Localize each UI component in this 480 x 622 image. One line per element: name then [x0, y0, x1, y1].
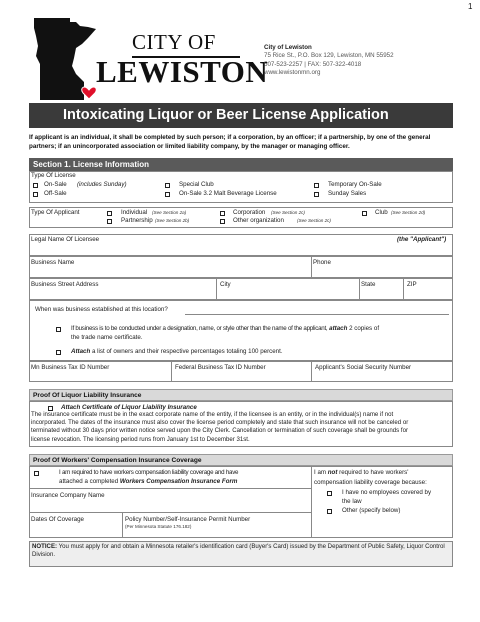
sunday-sales-checkbox[interactable]	[314, 192, 319, 197]
established-question: When was business established at this location?	[35, 306, 168, 313]
business-row	[29, 256, 453, 278]
license-type-label: Type Of License	[31, 172, 76, 179]
other-org-note: (See Section 2c)	[297, 218, 331, 223]
corporation-checkbox[interactable]	[220, 211, 225, 216]
established-answer-line[interactable]	[185, 314, 449, 315]
other-org-label: Other organization	[233, 217, 284, 224]
onsale32-label: On-Sale 3.2 Malt Beverage License	[179, 190, 277, 197]
workers-comp-block	[29, 466, 453, 538]
page-number: 1	[468, 2, 473, 11]
no-employees-line-2: the law	[342, 498, 362, 505]
contact-address: 75 Rice St., P.O. Box 129, Lewiston, MN 55952	[264, 52, 394, 60]
workers-required-checkbox[interactable]	[34, 471, 39, 476]
dates-of-coverage-label: Dates Of Coverage	[31, 516, 84, 523]
designation-line-1: If business is to be conducted under a designation, name, or style other than the name of the applicant, attach 2 copies of	[71, 325, 380, 332]
applicant-type-label: Type Of Applicant	[31, 209, 80, 216]
partnership-note: (See Section 2b)	[155, 218, 190, 223]
trade-name-checkbox[interactable]	[56, 327, 61, 332]
logo-city-name: LEWISTON	[96, 54, 269, 89]
onsale-note: (includes Sunday)	[77, 181, 127, 188]
policy-number-label: Policy Number/Self-Insurance Permit Number	[125, 516, 251, 523]
partnership-label: Partnership	[121, 217, 153, 224]
other-reason-checkbox[interactable]	[327, 509, 332, 514]
phone-label: Phone	[313, 259, 331, 266]
special-club-label: Special Club	[179, 181, 214, 188]
onsale-label: On-Sale	[44, 181, 67, 188]
no-employees-line-1: I have no employees covered by	[342, 489, 432, 496]
workers-required-line-2: attached a completed Workers Compensation Insurance Form	[59, 478, 238, 485]
individual-checkbox[interactable]	[107, 211, 112, 216]
contact-block	[264, 44, 394, 78]
buyers-card-notice-text: NOTICE: You must apply for and obtain a Minnesota retailer's identification card (Buyer's Card) issued by the Department of Public Safety, Liquor Control Division.	[32, 543, 445, 559]
workers-required-line-1: I am required to have workers compensation liability coverage and have	[59, 469, 239, 476]
other-reason-label: Other (specify below)	[342, 507, 401, 514]
liability-body: The insurance certificate must be in the exact corporate name of the entity, if the licensee is an entity, or in the individual(s) name if not incorporated. The dates of the insurance must also cover the license period completely and state that such insurance will not be canceled or terminated without 30 days prior written notice served upon the City Clerk. Cancellation or termination of such coverage shall be grounds for license revocation. The licensing period runs from January 1st to December 31st.	[31, 411, 409, 443]
fed-tax-id-label: Federal Business Tax ID Number	[175, 364, 266, 371]
page-title: Intoxicating Liquor or Beer License Application	[29, 103, 453, 128]
contact-name: City of Lewiston	[264, 44, 312, 51]
individual-note: (See Section 2a)	[152, 210, 187, 215]
section-1-header: Section 1. License Information	[29, 158, 453, 171]
owners-list-checkbox[interactable]	[56, 350, 61, 355]
club-checkbox[interactable]	[362, 211, 367, 216]
mn-tax-id-label: Mn Business Tax ID Number	[31, 364, 110, 371]
individual-label: Individual	[121, 209, 148, 216]
applicant-tag: (the "Applicant")	[397, 236, 447, 243]
contact-website[interactable]: www.lewistonmn.org	[264, 69, 321, 77]
insurance-company-label: Insurance Company Name	[31, 492, 105, 499]
legal-name-label: Legal Name Of Licensee	[31, 236, 100, 243]
ssn-label: Applicant's Social Security Number	[315, 364, 412, 371]
corporation-note: (See Section 2c)	[271, 210, 305, 215]
offsale-label: Off-Sale	[44, 190, 67, 197]
applicant-instructions: If applicant is an individual, it shall be completed by such person; if a corporation, by an officer; if a partnership, by one of the general partners; if an unincorporated association or limited liability company, by the manager or managing officer.	[29, 134, 431, 150]
temp-onsale-label: Temporary On-Sale	[328, 181, 382, 188]
zip-label: ZIP	[407, 281, 417, 288]
onsale-checkbox[interactable]	[33, 183, 38, 188]
state-label: State	[361, 281, 376, 288]
logo-city-of: CITY OF	[132, 30, 240, 58]
liability-attach-label: Attach Certificate of Liquor Liability Insurance	[61, 404, 197, 411]
partnership-checkbox[interactable]	[107, 219, 112, 224]
minnesota-map-icon	[30, 16, 100, 102]
other-org-checkbox[interactable]	[220, 219, 225, 224]
contact-phone: 507-523-2257 | FAX: 507-322-4018	[264, 60, 362, 68]
workers-not-required-line-1: I am not required to have workers'	[314, 469, 409, 476]
workers-comp-header: Proof Of Workers' Compensation Insurance Coverage	[29, 454, 453, 466]
onsale32-checkbox[interactable]	[165, 192, 170, 197]
workers-not-required-line-2: compensation liability coverage because:	[314, 479, 427, 486]
no-employees-checkbox[interactable]	[327, 491, 332, 496]
city-label: City	[220, 281, 231, 288]
business-name-label: Business Name	[31, 259, 75, 266]
street-label: Business Street Address	[31, 281, 99, 288]
designation-line-2: the trade name certificate.	[71, 334, 143, 341]
liability-insurance-header: Proof Of Liquor Liability Insurance	[29, 389, 453, 401]
club-label: Club	[375, 209, 388, 216]
owners-line: Attach a list of owners and their respective percentages totaling 100 percent.	[71, 348, 283, 355]
temp-onsale-checkbox[interactable]	[314, 183, 319, 188]
club-note: (See Section 2d)	[391, 210, 426, 215]
policy-statute-note: (Per Minnesota Statute 176.182)	[125, 524, 192, 529]
corporation-label: Corporation	[233, 209, 266, 216]
special-club-checkbox[interactable]	[165, 183, 170, 188]
sunday-sales-label: Sunday Sales	[328, 190, 367, 197]
offsale-checkbox[interactable]	[33, 192, 38, 197]
